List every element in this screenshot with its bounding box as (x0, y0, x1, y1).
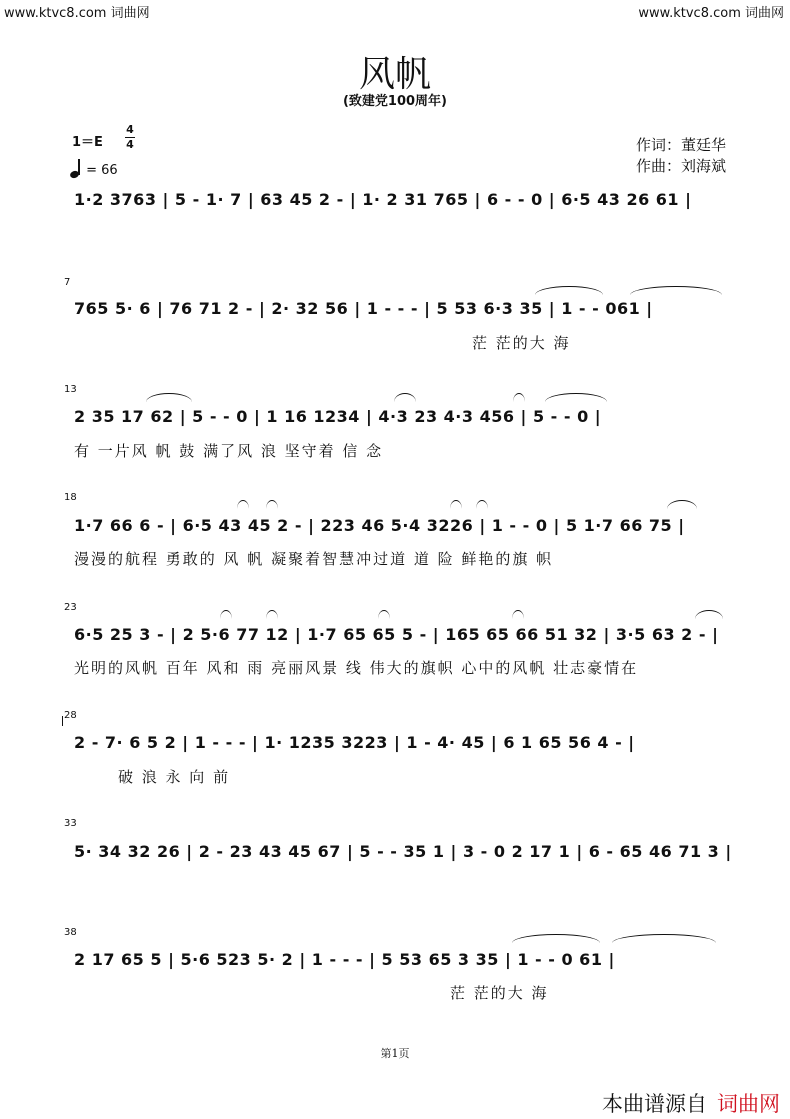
source-credit (602, 1088, 780, 1118)
site-url-left: www.ktvc8.com 词曲网 (4, 6, 150, 21)
time-sig-top: 4 (126, 123, 134, 136)
page-number: 第1页 (380, 1047, 410, 1060)
lyrics-row-3: 有 一片风 帆 鼓 满了风 浪 坚守着 信 念 (74, 442, 384, 460)
tempo-marking (70, 158, 118, 178)
slur-mark (630, 286, 722, 295)
slur-mark (667, 500, 697, 509)
tie-start-mark (62, 716, 103, 726)
lyrics-row-8: 茫 茫的大 海 (450, 984, 549, 1002)
time-sig-bottom: 4 (126, 138, 134, 151)
slur-mark (612, 934, 716, 943)
slur-mark (266, 500, 278, 509)
measure-number-33: 33 (64, 818, 77, 829)
notation-row-5: 6·5 25 3 - | 2 5·6 77 12 | 1·7 65 65 5 - | 165 65 66 51 32 | 3·5 63 2 - | (74, 625, 719, 644)
measure-number-18: 18 (64, 492, 77, 503)
measure-number-28: 28 (64, 710, 77, 721)
notation-row-8: 2 17 65 5 | 5·6 523 5· 2 | 1 - - - | 5 53 65 3 35 | 1 - - 0 61 | (74, 950, 615, 969)
lyrics-row-2: 茫 茫的大 海 (472, 334, 571, 352)
source-label: 本曲谱源自 (602, 1092, 707, 1116)
slur-mark (394, 393, 416, 402)
notation-row-1: 1·2 3763 | 5 - 1· 7 | 63 45 2 - | 1· 2 31 765 | 6 - - 0 | 6·5 43 26 61 | (74, 190, 692, 209)
slur-mark (146, 393, 192, 402)
quarter-note-icon (70, 158, 82, 178)
source-site-link[interactable]: 词曲网 (717, 1092, 780, 1116)
notation-row-7: 5· 34 32 26 | 2 - 23 43 45 67 | 5 - - 35 1 | 3 - 0 2 17 1 | 6 - 65 46 71 3 | (74, 842, 732, 861)
notation-row-4: 1·7 66 6 - | 6·5 43 45 2 - | 223 46 5·4 3226 | 1 - - 0 | 5 1·7 66 75 | (74, 516, 685, 535)
slur-mark (378, 610, 390, 619)
notation-row-2: 765 5· 6 | 76 71 2 - | 2· 32 56 | 1 - - - | 5 53 6·3 35 | 1 - - 061 | (74, 299, 653, 318)
slur-mark (237, 500, 249, 509)
slur-mark (266, 610, 278, 619)
slur-mark (513, 393, 525, 402)
lyrics-row-5: 光明的风帆 百年 风和 雨 亮丽风景 线 伟大的旗帜 心中的风帆 壮志豪情在 (74, 659, 639, 677)
song-subtitle: (致建党100周年) (342, 94, 448, 109)
time-signature (125, 124, 135, 151)
notation-row-3: 2 35 17 62 | 5 - - 0 | 1 16 1234 | 4·3 23 4·3 456 | 5 - - 0 | (74, 407, 602, 426)
measure-number-7: 7 (64, 277, 71, 288)
measure-number-13: 13 (64, 384, 77, 395)
notation-row-6: 2 - 7· 6 5 2 | 1 - - - | 1· 1235 3223 | 1 - 4· 45 | 6 1 65 56 4 - | (74, 733, 635, 752)
slur-mark (535, 286, 603, 295)
song-title: 风帆 (358, 54, 431, 95)
slur-mark (545, 393, 607, 402)
measure-number-38: 38 (64, 927, 77, 938)
slur-mark (695, 610, 723, 619)
measure-number-23: 23 (64, 602, 77, 613)
slur-mark (450, 500, 462, 509)
site-url-right: www.ktvc8.com 词曲网 (638, 6, 784, 21)
lyricist-credit: 作词：董廷华 (636, 136, 727, 154)
tempo-value: = 66 (86, 163, 118, 178)
slur-mark (512, 934, 600, 943)
key-signature: 1＝E (72, 135, 103, 150)
slur-mark (220, 610, 232, 619)
slur-mark (512, 610, 524, 619)
lyrics-row-6: 破 浪 永 向 前 (118, 768, 231, 786)
lyrics-row-4: 漫漫的航程 勇敢的 风 帆 凝聚着智慧冲过道 道 险 鲜艳的旗 帜 (74, 550, 554, 568)
slur-mark (476, 500, 488, 509)
composer-credit: 作曲：刘海斌 (636, 157, 727, 175)
